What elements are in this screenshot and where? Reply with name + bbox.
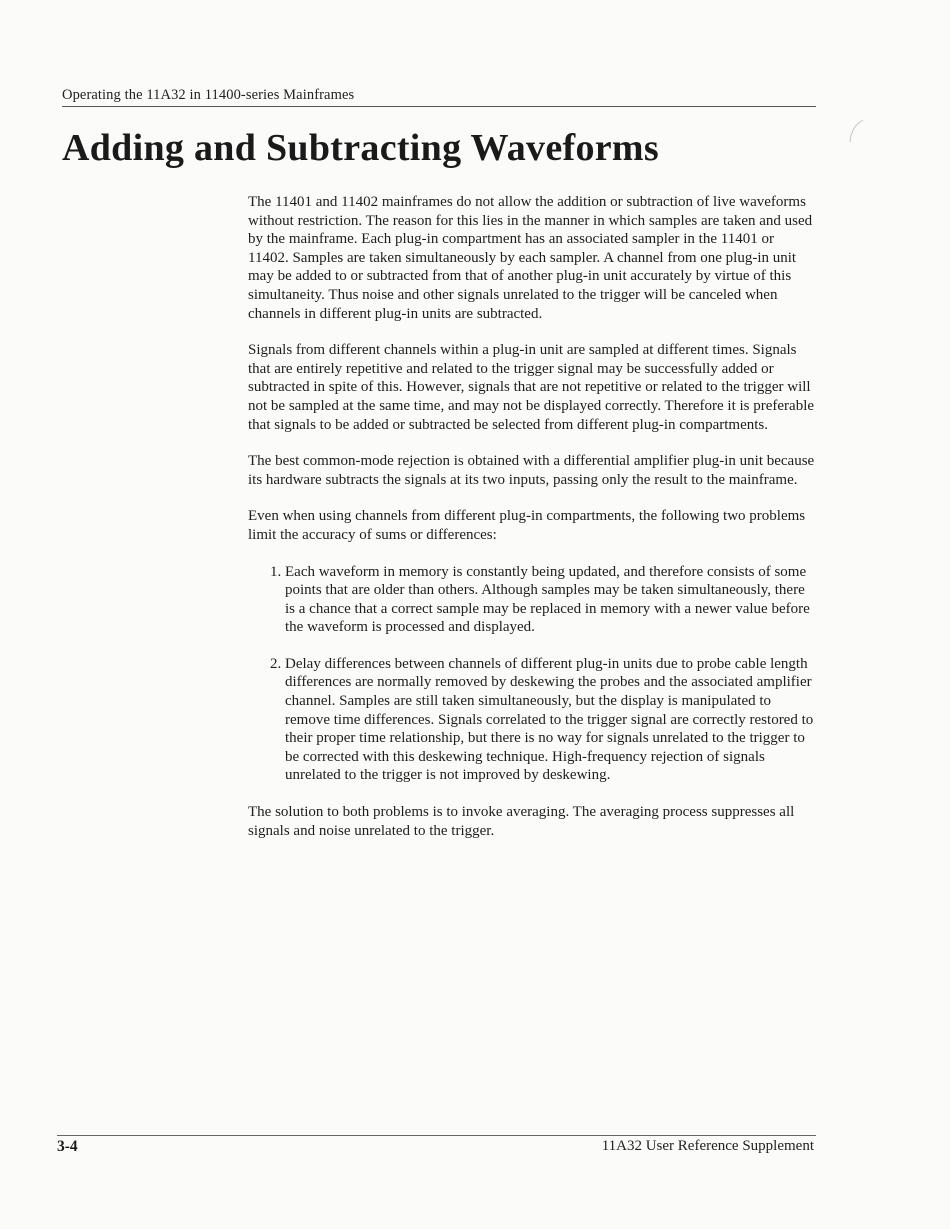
paragraph-averaging-solution: The solution to both problems is to invoke averaging. The averaging process suppresses all signals and noise unrelated to the trigger.: [248, 804, 795, 839]
footer-document-title: 11A32 User Reference Supplement: [601, 1138, 814, 1154]
paragraph-accuracy-problems: Even when using channels from different plug-in compartments, the following two problems limit the accuracy of sums or differences:: [248, 508, 806, 543]
problems-list: [248, 563, 818, 786]
page-number: 3-4: [57, 1138, 78, 1155]
paragraph-common-mode-rejection: The best common-mode rejection is obtained with a differential amplifier plug-in unit because its hardware subtracts the signals at its two inputs, passing only the result to the mainframe.: [248, 453, 815, 488]
paragraph-sampling-simultaneity: The 11401 and 11402 mainframes do not allow the addition or subtraction of live waveforms without restriction. The reason for this lies in the manner in which samples are taken and used by the mainframe. Each plug-in compartment has an associated sampler in the 11401 or 11402. Samples are taken simultaneously by each sampler. A channel from one plug-in unit may be added to or subtracted from that of another plug-in unit accurately by virtue of this simultaneity. Thus noise and other signals unrelated to the trigger will be canceled when channels in different plug-in units are subtracted.: [248, 194, 813, 322]
running-header: Operating the 11A32 in 11400-series Mainframes: [62, 87, 355, 103]
body-text: [248, 193, 818, 858]
list-item: 1. Each waveform in memory is constantly being updated, and therefore consists of some points that are older than others. Although samples may be taken simultaneously, there is a chance that a correct sample may be replaced in memory with a newer value before the waveform is processed and displayed.: [285, 563, 818, 637]
page-title: Adding and Subtracting Waveforms: [62, 127, 659, 169]
scan-artifact-mark: [846, 118, 866, 150]
paragraph-channel-timing: Signals from different channels within a plug-in unit are sampled at different times. Signals that are entirely repetitive and related to the trigger signal may be successfully added or subtracted in spite of this. However, signals that are not repetitive or related to the trigger will not be sampled at the same time, and may not be displayed correctly. Therefore it is preferable that signals to be added or subtracted be selected from different plug-in compartments.: [248, 342, 815, 433]
footer-rule: [57, 1135, 816, 1136]
header-rule: [62, 106, 816, 107]
list-item: 2. Delay differences between channels of different plug-in units due to probe cable length differences are normally removed by deskewing the probes and the associated amplifier channel. Samples are still taken simultaneously, but the display is manipulated to remove time differences. Signals correlated to the trigger signal are correctly restored to their proper time relationship, but there is no way for signals unrelated to the trigger to be corrected with this deskewing technique. High-frequency rejection of signals unrelated to the trigger is not improved by deskewing.: [285, 655, 818, 785]
